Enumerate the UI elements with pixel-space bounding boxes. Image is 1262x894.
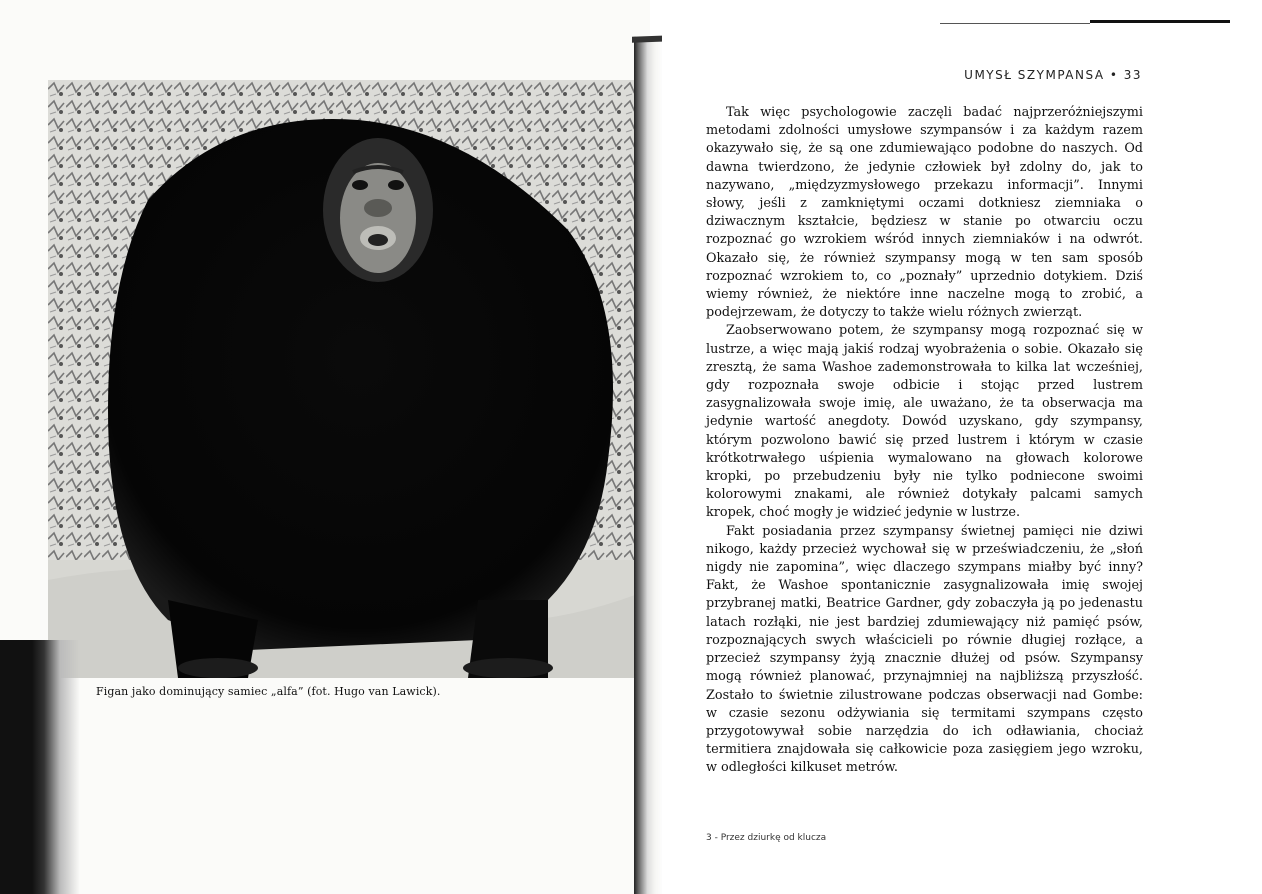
book-gutter [634, 38, 664, 894]
signature-footer: 3 - Przez dziurkę od klucza [706, 833, 827, 843]
top-rule [1090, 20, 1230, 23]
body-text [706, 104, 1143, 778]
page-edge-shadow [0, 640, 80, 894]
running-header: UMYSŁ SZYMPANSA • 33 [964, 68, 1142, 82]
paragraph: Tak więc psychologowie zaczęli badać najprzeróżniejszymi metodami zdolności umysłowe szympansów i za każdym razem okazywało się, że są one zdumiewająco podobne do naszych. Od dawna twierdzono, że jedynie człowiek był zdolny do, jak to nazywano, „międzyzmysłowego przekazu informacji”. Innymi słowy, jeśli z zamkniętymi oczami dotkniesz ziemniaka o dziwacznym kształcie, będziesz w stanie po otwarciu oczu rozpoznać go wzrokiem wśród innych ziemniaków i na odwrót. Okazało się, że również szympansy mogą w ten sam sposób rozpoznać wzrokiem to, co „poznały” uprzednio dotykiem. Dziś wiemy również, że niektóre inne naczelne mogą to zrobić, a podejrzewam, że dotyczy to także wielu różnych zwierząt. [706, 105, 1143, 321]
chimpanzee-photo [48, 80, 648, 678]
top-rule-thin [940, 23, 1090, 24]
chimpanzee-image [48, 80, 648, 678]
paragraph: Fakt posiadania przez szympansy świetnej pamięci nie dziwi nikogo, każdy przecież wychował się w przeświadczeniu, że „słoń nigdy nie zapomina”, więc dlaczego szympans miałby być inny? Fakt, że Washoe spontanicznie zasygnalizowała imię swojej przybranej matki, Beatrice Gardner, gdy zobaczyła ją po jedenastu latach rozłąki, nie jest bardziej zdumiewający niż pamięć psów, rozpoznających swych właścicieli po równie długiej rozłące, a przecież szympansy żyją znacznie dłużej od psów. Szympansy mogą również planować, przynajmniej na najbliższą przyszłość. Zostało to świetnie zilustrowane podczas obserwacji nad Gombe: w czasie sezonu odżywiania się termitami szympans często przygotowywał sobie narzędzia do ich odławiania, chociaż termitiera znajdowała się całkowicie poza zasięgiem jego wzroku, w odległości kilkuset metrów. [706, 523, 1143, 776]
figure-caption: Figan jako dominujący samiec „alfa” (fot. Hugo van Lawick). [96, 685, 441, 698]
paragraph: Zaobserwowano potem, że szympansy mogą rozpoznać się w lustrze, a więc mają jakiś rodzaj wyobrażenia o sobie. Okazało się zresztą, że sama Washoe zademonstrowała to kilka lat wcześniej, gdy rozpoznała swoje odbicie i stojąc przed lustrem zasygnalizowała swoje imię, ale uważano, że ta obserwacja ma jedynie wartość anegdoty. Dowód uzyskano, gdy szympansy, którym pozwolono bawić się przed lustrem i którym w czasie krótkotrwałego uśpienia wymalowano na głowach kolorowe kropki, po przebudzeniu były nie tylko podniecone swoimi kolorowymi znakami, ale również dotykały palcami samych kropek, choć mogły je widzieć jedynie w lustrze. [706, 323, 1143, 521]
